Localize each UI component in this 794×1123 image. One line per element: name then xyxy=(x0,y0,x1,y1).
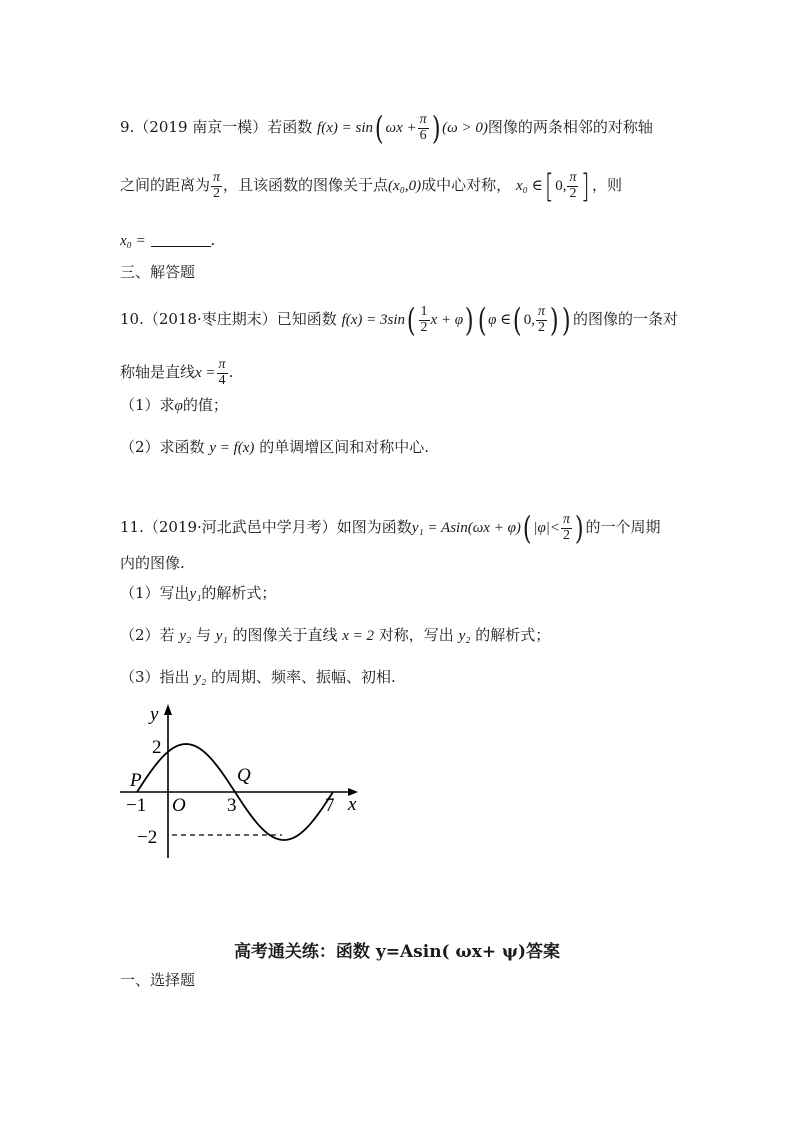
q11-part-3: （3）指出 y₂ 的周期、频率、振幅、初相. xyxy=(120,668,396,686)
q10-prefix: 10.（2018·枣庄期末）已知函数 xyxy=(120,310,337,328)
q9-line-2: 之间的距离为 $\frac{\pi}{2}$ ，且该函数的图像关于点(x₀,0)成中心对称， x₀ ∈[ 0, $\frac{\pi}{2}$ ] ，则 xyxy=(120,167,622,205)
q9-inner: ωx + xyxy=(385,120,417,136)
answer-heading: 高考通关练：函数 y=Asin( ωx+ ψ)答案 xyxy=(233,942,561,962)
section-3-heading: 三、解答题 xyxy=(120,263,196,281)
tick-label-3: 3 xyxy=(227,795,237,816)
q9-interval-frac: $\frac{\pi}{2}$ xyxy=(569,169,577,201)
tick-label-2: 2 xyxy=(152,737,162,758)
q9-line-1: 9.（2019 南京一模）若函数 f(x) = sin( ωx + $\frac{\pi}{6}$ ) (ω > 0)图像的两条相邻的对称轴 xyxy=(120,109,653,147)
section-1-heading: 一、选择题 xyxy=(120,971,196,989)
q10-func: f(x) = 3sin xyxy=(341,312,406,328)
y-axis-arrow xyxy=(164,704,172,715)
q10-l2-frac: $\frac{\pi}{4}$ xyxy=(218,357,226,388)
q11-line-2: 内的图像. xyxy=(120,554,185,572)
y-axis-label: y xyxy=(150,704,159,725)
q11-line-1: 11.（2019·河北武邑中学月考）如图为函数y₁ = Asin(ωx + φ)( |φ|< $\frac{\pi}{2}$ ) 的一个周期 xyxy=(120,509,661,547)
q9-l2-end: ，则 xyxy=(591,176,622,194)
q9-x0: x₀ ∈ xyxy=(515,178,543,194)
q9-interval-left: 0, xyxy=(555,178,567,194)
q10-line-2: 称轴是直线x = $\frac{\pi}{4}$ . xyxy=(120,357,234,388)
q9-suffix: 图像的两条相邻的对称轴 xyxy=(487,118,653,136)
sine-graph xyxy=(110,700,370,865)
q9-frac: $\frac{\pi}{6}$ xyxy=(419,111,427,143)
q10-part-2: （2）求函数 y = f(x) 的单调增区间和对称中心. xyxy=(120,438,429,456)
x-axis-label: x xyxy=(348,794,357,815)
q9-l3-var: x₀ = xyxy=(120,233,146,249)
q10-frac: $\frac{1}{2}$ xyxy=(420,303,428,335)
q11-part-2: （2）若 y₂ 与 y₁ 的图像关于直线 x = 2 对称，写出 y₂ 的解析式； xyxy=(120,626,551,644)
q11-cond: |φ|< xyxy=(533,520,561,536)
q10-line-1: 10.（2018·枣庄期末）已知函数 f(x) = 3sin( $\frac{1}{2}$ x + φ) ( φ ∈( 0, $\frac{\pi}{2}$ ) ) 的图像的一条对 xyxy=(120,301,678,339)
q9-l2-mid: ，且该函数的图像关于点 xyxy=(223,176,389,194)
tick-label-7: 7 xyxy=(325,795,335,816)
q10-suffix: 的图像的一条对 xyxy=(572,310,678,328)
q11-suffix: 的一个周期 xyxy=(585,518,661,536)
q11-func: y₁ = Asin(ωx + φ) xyxy=(411,520,521,536)
origin-label: O xyxy=(172,795,186,816)
q11-part-1: （1）写出y₁的解析式； xyxy=(120,584,277,602)
q9-point: (x₀,0) xyxy=(388,178,422,194)
answer-blank[interactable] xyxy=(151,246,211,247)
q10-cond-var: φ ∈ xyxy=(488,312,512,328)
q9-func: f(x) = sin xyxy=(317,120,373,136)
q10-cond-frac: $\frac{\pi}{2}$ xyxy=(537,303,545,335)
tick-label-neg2: −2 xyxy=(137,827,158,848)
q9-l2-mid2: 成中心对称， xyxy=(421,176,512,194)
q9-cond: (ω > 0) xyxy=(442,120,488,136)
q10-inner: x + φ xyxy=(430,312,464,328)
q11-cond-frac: $\frac{\pi}{2}$ xyxy=(563,511,571,543)
q9-l2-prefix: 之间的距离为 xyxy=(120,176,211,194)
q9-l2-frac: $\frac{\pi}{2}$ xyxy=(213,169,221,201)
q11-prefix: 11.（2019·河北武邑中学月考）如图为函数 xyxy=(120,518,412,536)
point-label-p: P xyxy=(130,770,142,791)
point-label-q: Q xyxy=(237,765,251,786)
q9-line-3: x₀ = . xyxy=(120,231,216,249)
q10-part-1: （1）求φ的值； xyxy=(120,396,228,414)
q9-prefix: 9.（2019 南京一模）若函数 xyxy=(120,118,313,136)
tick-label-neg1: −1 xyxy=(126,795,147,816)
